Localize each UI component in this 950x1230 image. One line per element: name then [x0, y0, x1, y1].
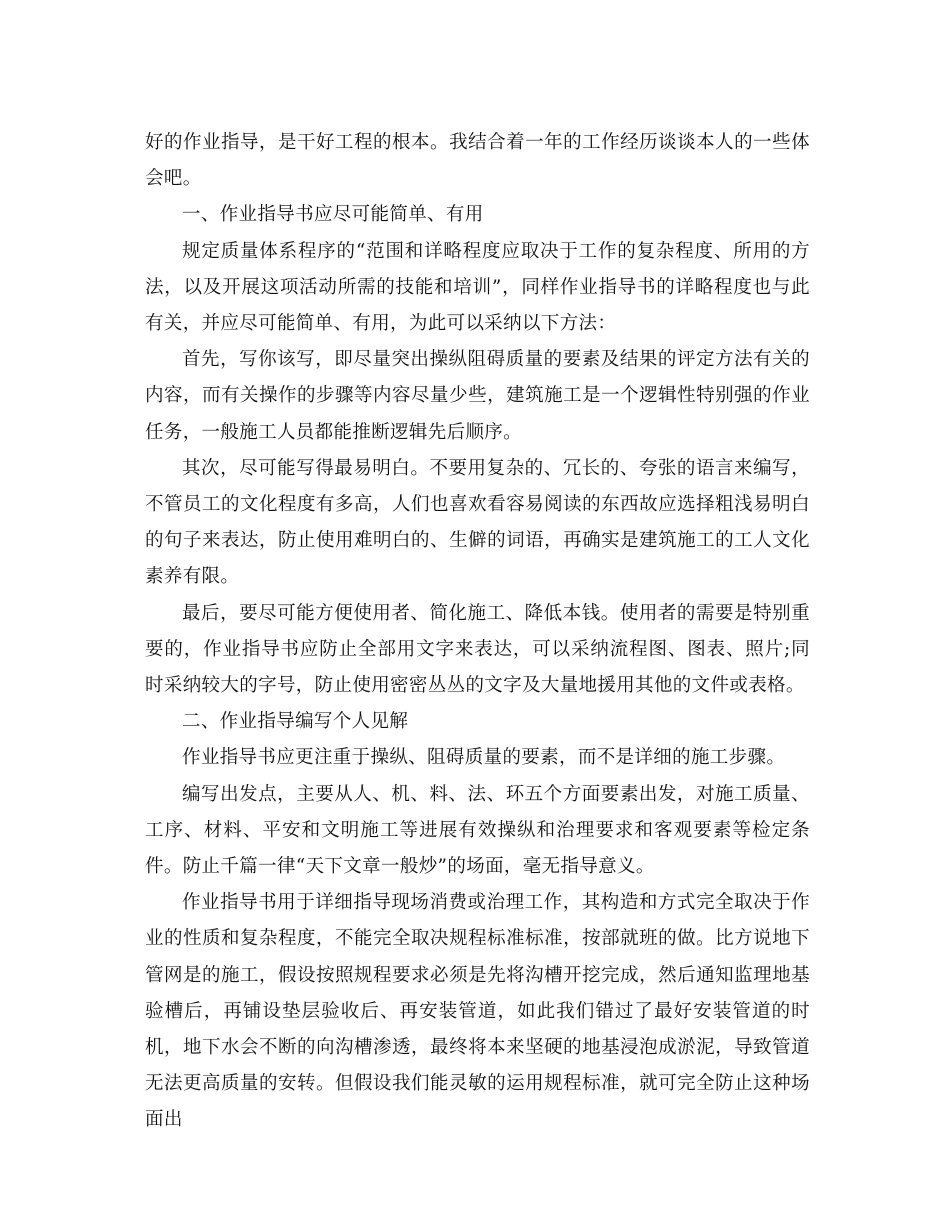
paragraph: 规定质量体系程序的“范围和详略程度应取决于工作的复杂程度、所用的方法，以及开展这项活动所需的技能和培训”，同样作业指导书的详略程度也与此有关，并应尽可能简单、有用，为此可以采纳以下方法：: [145, 240, 810, 335]
paragraph-intro: 好的作业指导，是干好工程的根本。我结合着一年的工作经历谈谈本人的一些体会吧。: [145, 132, 810, 190]
paragraph: 首先，写你该写，即尽量突出操纵阻碍质量的要素及结果的评定方法有关的内容，而有关操作的步骤等内容尽量少些，建筑施工是一个逻辑性特别强的作业任务，一般施工人员都能推断逻辑先后顺序。: [145, 349, 810, 443]
paragraph: 其次，尽可能写得最易明白。不要用复杂的、冗长的、夸张的语言来编写，不管员工的文化程度有多高，人们也喜欢看容易阅读的东西故应选择粗浅易明白的句子来表达，防止使用难明白的、生僻的词语，再确实是建筑施工的工人文化素养有限。: [145, 457, 810, 588]
paragraph: 作业指导书应更注重于操纵、阻碍质量的要素，而不是详细的施工步骤。: [182, 747, 786, 769]
paragraph: 编写出发点，主要从人、机、料、法、环五个方面要素出发，对施工质量、工序、材料、平安和文明施工等进展有效操纵和治理要求和客观要素等检定条件。防止千篇一律“天下文章一般炒”的场面，毫无指导意义。: [145, 783, 810, 878]
section-heading-1: 一、作业指导书应尽可能简单、有用: [182, 204, 484, 226]
paragraph: 作业指导书用于详细指导现场消费或治理工作，其构造和方式完全取决于作业的性质和复杂程度，不能完全取决规程标准标准，按部就班的做。比方说地下管网是的施工，假设按照规程要求必须是先将沟槽开挖完成，然后通知监理地基验槽后，再铺设垫层验收后、再安装管道，如此我们错过了最好安装管道的时机，地下水会不断的向沟槽渗透，最终将本来坚硬的地基浸泡成淤泥，导致管道无法更高质量的安转。但假设我们能灵敏的运用规程标准，就可完全防止这种场面出: [145, 892, 810, 1131]
document-body: [145, 125, 810, 1139]
section-heading-2: 二、作业指导编写个人见解: [182, 711, 409, 733]
paragraph: 最后，要尽可能方便使用者、简化施工、降低本钱。使用者的需要是特别重要的，作业指导书应防止全部用文字来表达，可以采纳流程图、图表、照片;同时采纳较大的字号，防止使用密密丛丛的文字及大量地援用其他的文件或表格。: [145, 602, 810, 697]
